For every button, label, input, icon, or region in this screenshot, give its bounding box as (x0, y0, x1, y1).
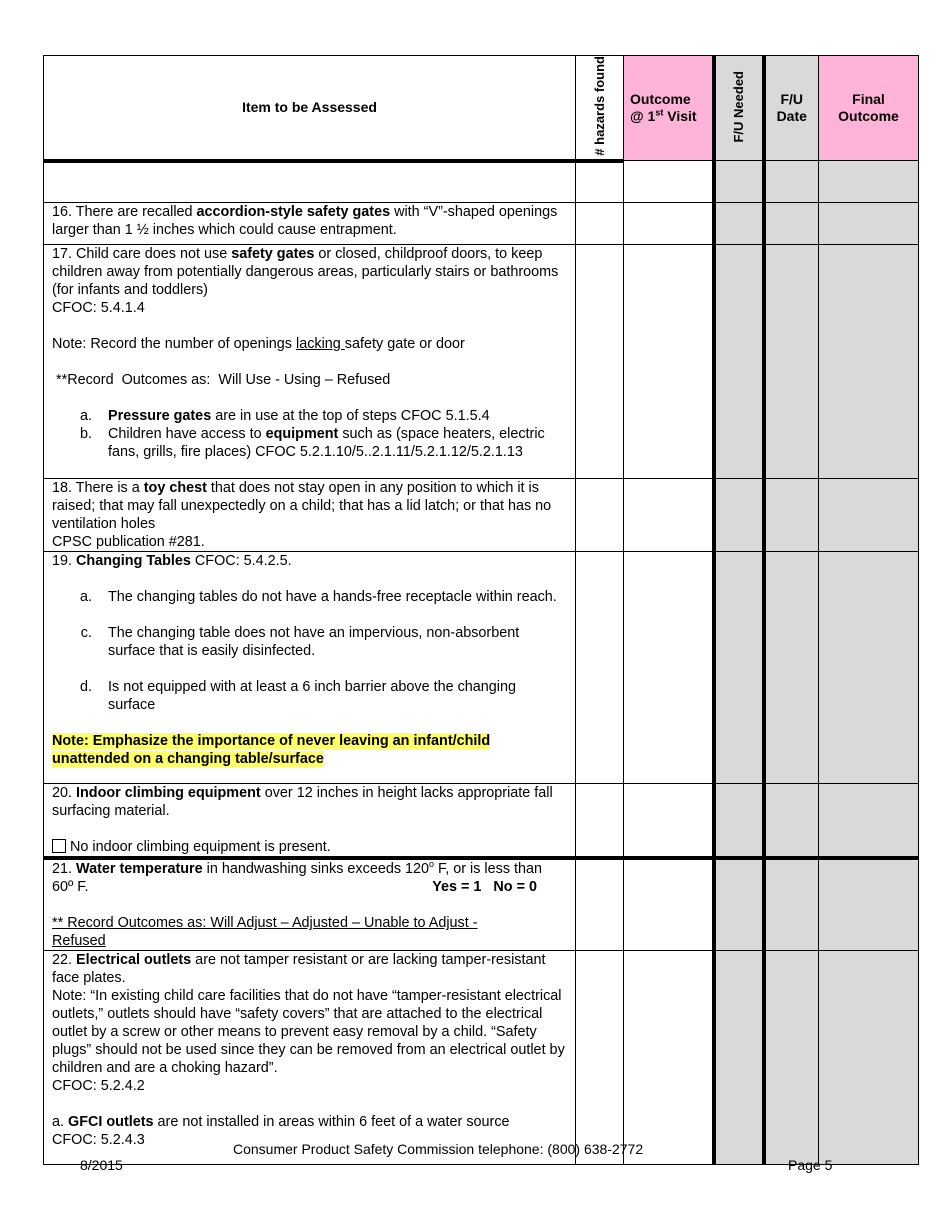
item-22-fu-needed[interactable] (714, 951, 764, 1165)
header-final-line2: Outcome (838, 108, 899, 125)
item-19-fu-date[interactable] (764, 552, 819, 784)
item-17-text: 17. Child care does not use safety gates or closed, childproof doors, to keep children away from potentially dangerous areas, particularly stairs or bathrooms (for infants and toddlers) CFOC: 5.4.1.4 Note: Record the number of openings lacking safety gate or door **Record Outcomes as: Will Use - Using – Refused a. Pressure gates are in use at the top of steps CFOC 5.1.5.4 b. Children have access to equipment such as (space heaters, electric fans, grills, fire places) CFOC 5.2.1.10/5..2.1.11/5.2.1.12/5.2.1.13 (44, 245, 576, 479)
item-22-hazards[interactable] (576, 951, 624, 1165)
header-fu-date-line2: Date (776, 108, 807, 125)
item-17-row (44, 245, 919, 479)
item-21-outcome[interactable] (624, 858, 714, 951)
item-17-hazards[interactable] (576, 245, 624, 479)
item-21-row (44, 858, 919, 951)
header-item: Item to be Assessed (44, 56, 576, 161)
item-21-hazards[interactable] (576, 858, 624, 951)
item-16-fu-date[interactable] (764, 203, 819, 245)
assessment-table (43, 55, 919, 1165)
item-19-outcome[interactable] (624, 552, 714, 784)
item-16-text: 16. There are recalled accordion-style safety gates with “V”-shaped openings larger than 1 ½ inches which could cause entrapment. (44, 203, 576, 245)
item-18-text: 18. There is a toy chest that does not stay open in any position to which it is raised; that may fall unexpectedly on a child; that has a lid latch; or that has no ventilation holes CPSC publication #281. (44, 479, 576, 552)
footer-page: Page 5 (788, 1157, 833, 1173)
item-19-final[interactable] (819, 552, 919, 784)
item-18-hazards[interactable] (576, 479, 624, 552)
item-20-hazards[interactable] (576, 784, 624, 859)
item-19-hazards[interactable] (576, 552, 624, 784)
item-19-text: 19. Changing Tables CFOC: 5.4.2.5. a. The changing tables do not have a hands-free receptacle within reach. c. The changing table does not have an impervious, non-absorbent surface that is easily disinfected. d. Is not equipped with at least a 6 inch barrier above the changing surface Note: Emphasize the importance of never leaving an infant/child unattended on a changing table/surface (44, 552, 576, 784)
item-20-final[interactable] (819, 784, 919, 859)
item-16-row (44, 203, 919, 245)
item-22-row (44, 951, 919, 1165)
item-20-fu-needed[interactable] (714, 784, 764, 859)
item-21-fu-needed[interactable] (714, 858, 764, 951)
header-final-line1: Final (852, 91, 885, 108)
header-final-outcome (819, 56, 919, 161)
item-19-fu-needed[interactable] (714, 552, 764, 784)
header-fu-needed (714, 56, 764, 161)
item-17-final[interactable] (819, 245, 919, 479)
item-18-final[interactable] (819, 479, 919, 552)
item-18-outcome[interactable] (624, 479, 714, 552)
no-climbing-equipment-checkbox[interactable] (52, 839, 66, 853)
item-18-fu-needed[interactable] (714, 479, 764, 552)
item-20-text: 20. Indoor climbing equipment over 12 inches in height lacks appropriate fall surfacing material. No indoor climbing equipment is present. (44, 784, 576, 859)
header-outcome-line1: Outcome (630, 91, 691, 108)
item-16-final[interactable] (819, 203, 919, 245)
header-fu-date-line1: F/U (780, 91, 804, 108)
item-16-hazards[interactable] (576, 203, 624, 245)
item-17-outcome[interactable] (624, 245, 714, 479)
item-17-fu-date[interactable] (764, 245, 819, 479)
item-21-fu-date[interactable] (764, 858, 819, 951)
header-hazards-label: # hazards found (591, 56, 607, 156)
item-22-text: 22. Electrical outlets are not tamper resistant or are lacking tamper-resistant face plates. Note: “In existing child care facilities that do not have “tamper-resistant electrical outlets,” outlets should have “safety covers” that are attached to the electrical outlet by a screw or other means to prevent easy removal by a child. “Safety plugs” should not be used since they can be removed from an electrical outlet by children and are a choking hazard”. CFOC: 5.2.4.2 a. GFCI outlets are not installed in areas within 6 feet of a water source CFOC: 5.2.4.3 (44, 951, 576, 1165)
footer-date: 8/2015 (80, 1157, 123, 1173)
header-row (44, 56, 919, 161)
item-18-fu-date[interactable] (764, 479, 819, 552)
header-outcome-first-visit (624, 56, 714, 161)
item-22-outcome[interactable] (624, 951, 714, 1165)
item-22-fu-date[interactable] (764, 951, 819, 1165)
item-20-fu-date[interactable] (764, 784, 819, 859)
blank-row (44, 161, 919, 203)
item-22-final[interactable] (819, 951, 919, 1165)
header-outcome-line2: @ 1 (630, 108, 656, 125)
item-20-row (44, 784, 919, 859)
yes-no-scale: Yes = 1 No = 0 (432, 879, 537, 896)
item-19-row (44, 552, 919, 784)
header-hazards (576, 56, 624, 161)
item-16-outcome[interactable] (624, 203, 714, 245)
item-21-final[interactable] (819, 858, 919, 951)
header-fu-date (764, 56, 819, 161)
item-21-text: 21. Water temperature in handwashing sinks exceeds 120$^o$ F, or is less than 60º F. Yes = 1 No = 0 ** Record Outcomes as: Will Adjust – Adjusted – Unable to Adjust - Refused (44, 858, 576, 951)
header-fu-needed-label: F/U Needed (730, 70, 746, 143)
item-17-fu-needed[interactable] (714, 245, 764, 479)
item-18-row (44, 479, 919, 552)
header-outcome-sup: st (655, 107, 664, 118)
footer-phone: Consumer Product Safety Commission telephone: (800) 638-2772 (233, 1141, 644, 1157)
item-20-outcome[interactable] (624, 784, 714, 859)
changing-table-note: Note: Emphasize the importance of never leaving an infant/child unattended on a changing table/surface (52, 733, 491, 768)
item-16-fu-needed[interactable] (714, 203, 764, 245)
header-outcome-line3: Visit (663, 108, 697, 125)
